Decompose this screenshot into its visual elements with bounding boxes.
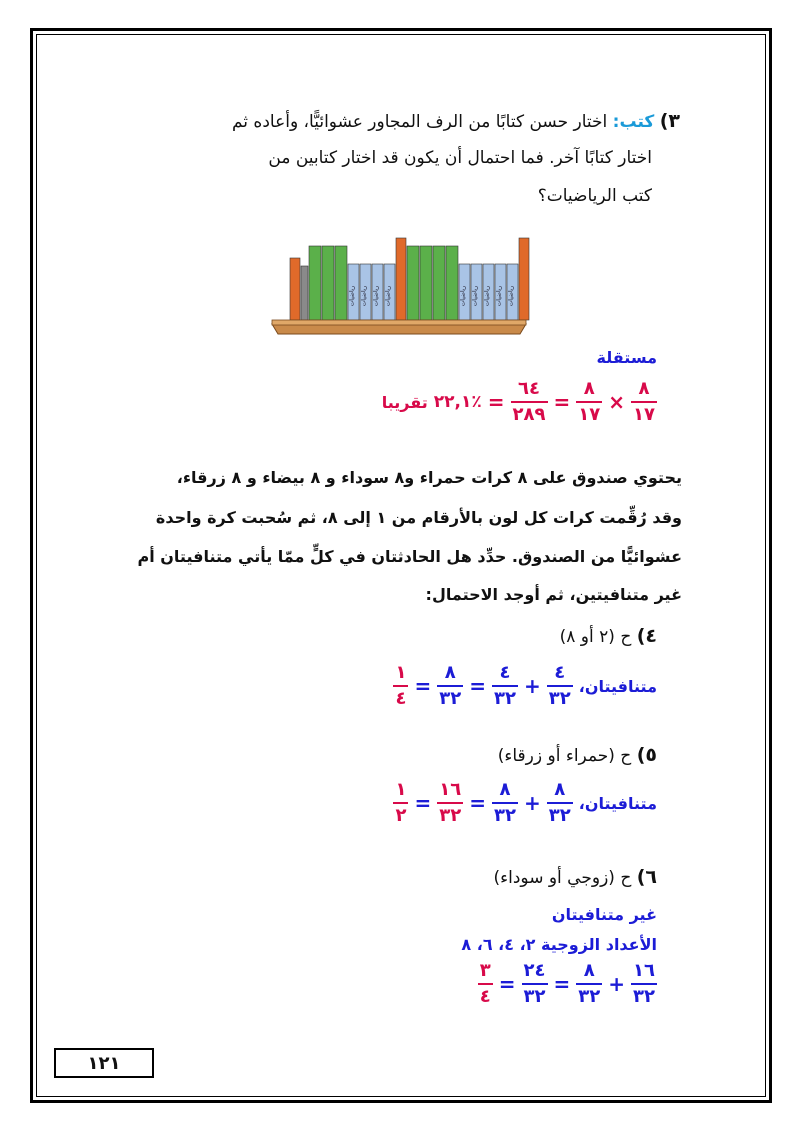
q6-number: ٦) [636,866,657,888]
q4-frac2-den: ٣٢ [494,688,516,709]
q6-label: غير متنافيتان [551,905,657,924]
book [407,246,419,320]
q6-frac3-num: ٢٤ [523,960,546,981]
q6-op2: = [553,972,571,996]
q5-frac4 [393,781,408,825]
q6-answer-equation [478,962,657,1006]
q5-frac2-num: ٨ [499,779,511,800]
q5-frac3 [437,781,463,825]
q4-op2: = [469,674,486,698]
q6-line [494,866,658,888]
book [301,266,308,320]
q5-answer-equation [393,781,657,825]
math-book-label: رياضيات [360,285,368,307]
book [519,238,529,320]
q3-text-line2: اختار كتابًا آخر. فما احتمال أن يكون قد اختار كتابين من [268,148,652,168]
q5-frac2 [492,781,518,825]
q3-op2: = [553,390,571,414]
book [446,246,458,320]
math-book-label: رياضيات [372,285,380,307]
q6-frac4-den: ٤ [479,986,491,1007]
books-group [290,238,529,320]
math-book-label: رياضيات [348,285,356,307]
q5-frac3-num: ١٦ [439,779,462,800]
q4-frac3 [437,664,463,708]
q3-frac1-den: ١٧ [633,404,655,425]
q4-op1: + [523,674,541,698]
shelf-board [272,324,526,334]
q4-op3: = [414,674,432,698]
book [433,246,445,320]
shelf-top [272,320,526,325]
q4-frac4 [393,664,408,708]
q6-frac3-den: ٣٢ [523,986,546,1007]
q3-line1 [232,110,680,132]
q3-frac2 [576,380,602,424]
q3-answer-percent: ٢٢,١٪ [433,392,482,412]
q5-frac4-num: ١ [395,779,407,800]
q6-frac1-num: ١٦ [633,960,655,981]
q6-frac4 [478,962,493,1006]
math-book-label: رياضيات [459,285,467,307]
q4-frac4-num: ١ [395,662,407,683]
q4-number: ٤) [636,625,657,647]
q5-frac1 [547,781,573,825]
q5-frac1-den: ٣٢ [548,805,571,826]
q5-op2: = [469,791,486,815]
q4-answer-equation [393,664,657,708]
book [420,246,432,320]
q6-frac2 [576,962,602,1006]
q3-answer-type: مستقلة [596,348,657,367]
bookshelf-image [268,236,530,336]
q3-frac1 [631,380,657,424]
q6-frac2-num: ٨ [583,960,595,981]
math-book-label: رياضيات [507,285,515,307]
q4-frac4-den: ٤ [395,688,407,709]
q3-frac1-num: ٨ [638,378,650,399]
q3-frac2-den: ١٧ [578,404,601,425]
q5-frac3-den: ٣٢ [439,805,462,826]
q4-frac3-num: ٨ [444,662,456,683]
q4-frac1-num: ٤ [554,662,566,683]
q6-text: ح (زوجي أو سوداء) [493,868,632,888]
q5-frac1-num: ٨ [554,779,566,800]
page-number: ١٢١ [54,1048,154,1078]
q3-answer-equation [382,380,657,424]
q5-number: ٥) [636,744,657,766]
math-book-label: رياضيات [471,285,479,307]
math-book-label: رياضيات [384,285,392,307]
q4-label: متنافيتان، [578,676,657,696]
book [322,246,334,320]
q4-line [560,625,657,647]
intro-line1: يحتوي صندوق على ٨ كرات حمراء و٨ سوداء و ٨ بيضاء و ٨ زرقاء، [176,468,682,487]
q4-frac3-den: ٣٢ [439,688,462,709]
q5-op1: + [523,791,541,815]
q6-frac1-den: ٣٢ [633,986,655,1007]
book [309,246,321,320]
intro-line3: عشوائيًّا من الصندوق. حدِّد هل الحادثتان في كلٍّ ممّا يأتي متنافيتان أم [137,547,682,566]
q5-text: ح (حمراء أو زرقاء) [497,746,632,766]
q3-op1: × [608,390,626,414]
q3-number: ٣) [659,110,680,132]
q3-frac3-den: ٢٨٩ [512,404,546,425]
q4-frac2-num: ٤ [499,662,511,683]
q6-frac1 [631,962,657,1006]
q6-frac3 [522,962,548,1006]
q4-text: ح (٢ أو ٨) [559,627,632,647]
q6-frac2-den: ٣٢ [578,986,601,1007]
intro-line2: وقد رُقِّمت كرات كل لون بالأرقام من ١ إلى ٨، ثم سُحبت كرة واحدة [155,508,682,527]
math-book-label: رياضيات [495,285,503,307]
q6-op3: = [498,972,516,996]
intro-line4: غير متنافيتين، ثم أوجد الاحتمال: [425,585,682,604]
q6-even-numbers: الأعداد الزوجية ٢، ٤، ٦، ٨ [461,935,657,954]
book [396,238,406,320]
q3-label: كتب: [612,112,655,132]
q5-line [498,744,657,766]
math-book-label: رياضيات [483,285,491,307]
book [335,246,347,320]
book [290,258,300,320]
q3-text-line1: اختار حسن كتابًا من الرف المجاور عشوائيًّا، وأعاده ثم [231,112,608,132]
q5-frac2-den: ٣٢ [494,805,516,826]
q3-frac2-num: ٨ [583,378,595,399]
q6-frac4-num: ٣ [479,960,491,981]
q3-op3: = [487,390,505,414]
q3-answer-word: تقريبا [381,392,428,412]
q4-frac1-den: ٣٢ [548,688,571,709]
q5-frac4-den: ٢ [395,805,407,826]
q3-frac3 [511,380,548,424]
q4-frac2 [492,664,518,708]
q6-op1: + [608,972,626,996]
q4-frac1 [547,664,573,708]
q3-frac3-num: ٦٤ [518,378,540,399]
q3-text-line3: كتب الرياضيات؟ [537,186,652,206]
q5-label: متنافيتان، [578,793,657,813]
q5-op3: = [414,791,432,815]
